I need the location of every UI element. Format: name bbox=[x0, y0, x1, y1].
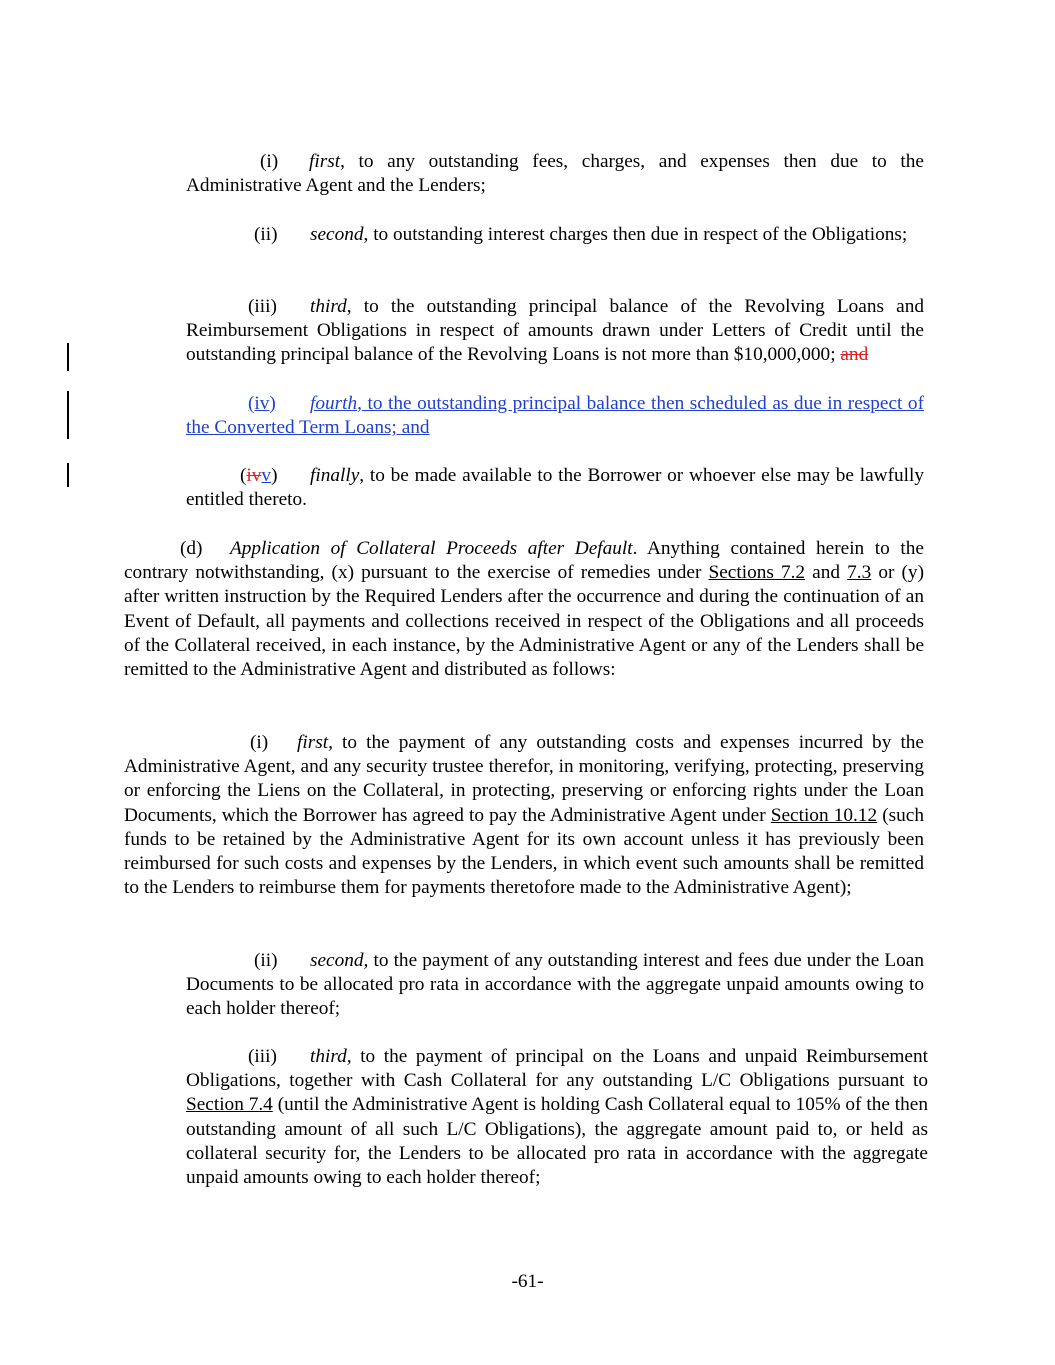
change-bar bbox=[67, 343, 69, 371]
clause-number: (iv) bbox=[248, 393, 276, 414]
clause-c-iii bbox=[186, 295, 924, 368]
clause-d-ii: (ii) second, to the payment of any outstanding interest and fees due under the Loan Documents to be allocated pro rata in accordance with the aggregate unpaid amounts owing to each holder thereof; bbox=[186, 950, 924, 1020]
clause-term: second, bbox=[310, 950, 369, 971]
section-heading: Application of Collateral Proceeds after Default bbox=[230, 538, 633, 559]
clause-number: (i) bbox=[260, 151, 279, 172]
inserted-text: v bbox=[261, 465, 272, 486]
clause-c-v bbox=[186, 464, 924, 512]
clause-c-i bbox=[186, 150, 924, 198]
clause-number: (ivv) bbox=[240, 465, 278, 486]
clause-text: , to any outstanding fees, charges, and expenses then due to the Administrative Agent and the Lenders; bbox=[186, 151, 924, 197]
change-bar bbox=[67, 463, 69, 487]
section-reference: Section 7.4 bbox=[186, 1094, 273, 1116]
clause-term: first, bbox=[297, 732, 333, 753]
section-reference: Section 10.12 bbox=[770, 804, 878, 826]
page-number: -61- bbox=[511, 1271, 544, 1292]
clause-d-iii: (iii) third, to the payment of principal on the Loans and unpaid Reimbursement Obligations, together with Cash Collateral for any outstanding L/C Obligations pursuant to Section 7.4 (until the Administrative Agent is holding Cash Collateral equal to 105% of the then outstanding amount of all such L/C Obligations), the aggregate amount paid to, or held as collateral security for, the Lenders to be allocated pro rata in accordance with the aggregate unpaid amounts owing to each holder thereof; bbox=[186, 1046, 928, 1189]
clause-term: third, bbox=[310, 1046, 352, 1067]
section-number: (d) bbox=[180, 538, 203, 559]
clause-term: third bbox=[310, 296, 347, 317]
clause-d-i: (i) first, to the payment of any outstanding costs and expenses incurred by the Administrative Agent, and any security trustee therefor, in monitoring, verifying, protecting, preserving or enforcing the Liens on the Collateral, in protecting, preserving or enforcing rights under the Loan Documents, which the Borrower has agreed to pay the Administrative Agent under Section 10.12 (such funds to be retained by the Administrative Agent for its own account unless it has previously been reimbursed for such costs and expenses by the Lenders, in which event such amounts shall be remitted to the Lenders to reimburse them for payments theretofore made to the Administrative Agent); bbox=[124, 732, 924, 899]
clause-term: first bbox=[309, 151, 341, 172]
clause-number: (i) bbox=[250, 732, 269, 753]
clause-term: fourth bbox=[310, 393, 358, 414]
section-reference: 7.3 bbox=[847, 562, 872, 584]
change-bar bbox=[67, 391, 69, 439]
clause-text: , to be made available to the Borrower or whoever else may be lawfully entitled thereto. bbox=[186, 465, 924, 511]
clause-term: second bbox=[310, 224, 364, 245]
clause-number: (iii) bbox=[248, 1046, 277, 1067]
deleted-text: iv bbox=[246, 465, 262, 486]
clause-number: (ii) bbox=[254, 224, 278, 245]
clause-c-ii bbox=[186, 223, 924, 247]
clause-text: , to the outstanding principal balance of the Revolving Loans and Reimbursement Obligations in respect of amounts drawn under Letters of Credit until the outstanding principal balance of the Revolving Loans is not more than $10,000,000; bbox=[186, 296, 924, 366]
section-d: (d) Application of Collateral Proceeds after Default. Anything contained herein to the contrary notwithstanding, (x) pursuant to the exercise of remedies under Sections 7.2 and 7.3 or (y) after written instruction by the Required Lenders after the occurrence and during the continuation of an Event of Default, all payments and collections received in respect of the Obligations and all proceeds of the Collateral received, in each instance, by the Administrative Agent or any of the Lenders shall be remitted to the Administrative Agent and distributed as follows: bbox=[124, 538, 924, 681]
clause-number: (iii) bbox=[248, 296, 277, 317]
clause-term: finally bbox=[310, 465, 360, 486]
clause-c-iv bbox=[186, 392, 924, 440]
section-reference: Sections 7.2 bbox=[708, 562, 806, 584]
deleted-text: and bbox=[840, 344, 869, 366]
clause-number: (ii) bbox=[254, 950, 278, 971]
clause-text: , to the outstanding principal balance then scheduled as due in respect of the Converted Term Loans; and bbox=[186, 393, 924, 439]
clause-text: , to outstanding interest charges then due in respect of the Obligations; bbox=[363, 224, 908, 245]
